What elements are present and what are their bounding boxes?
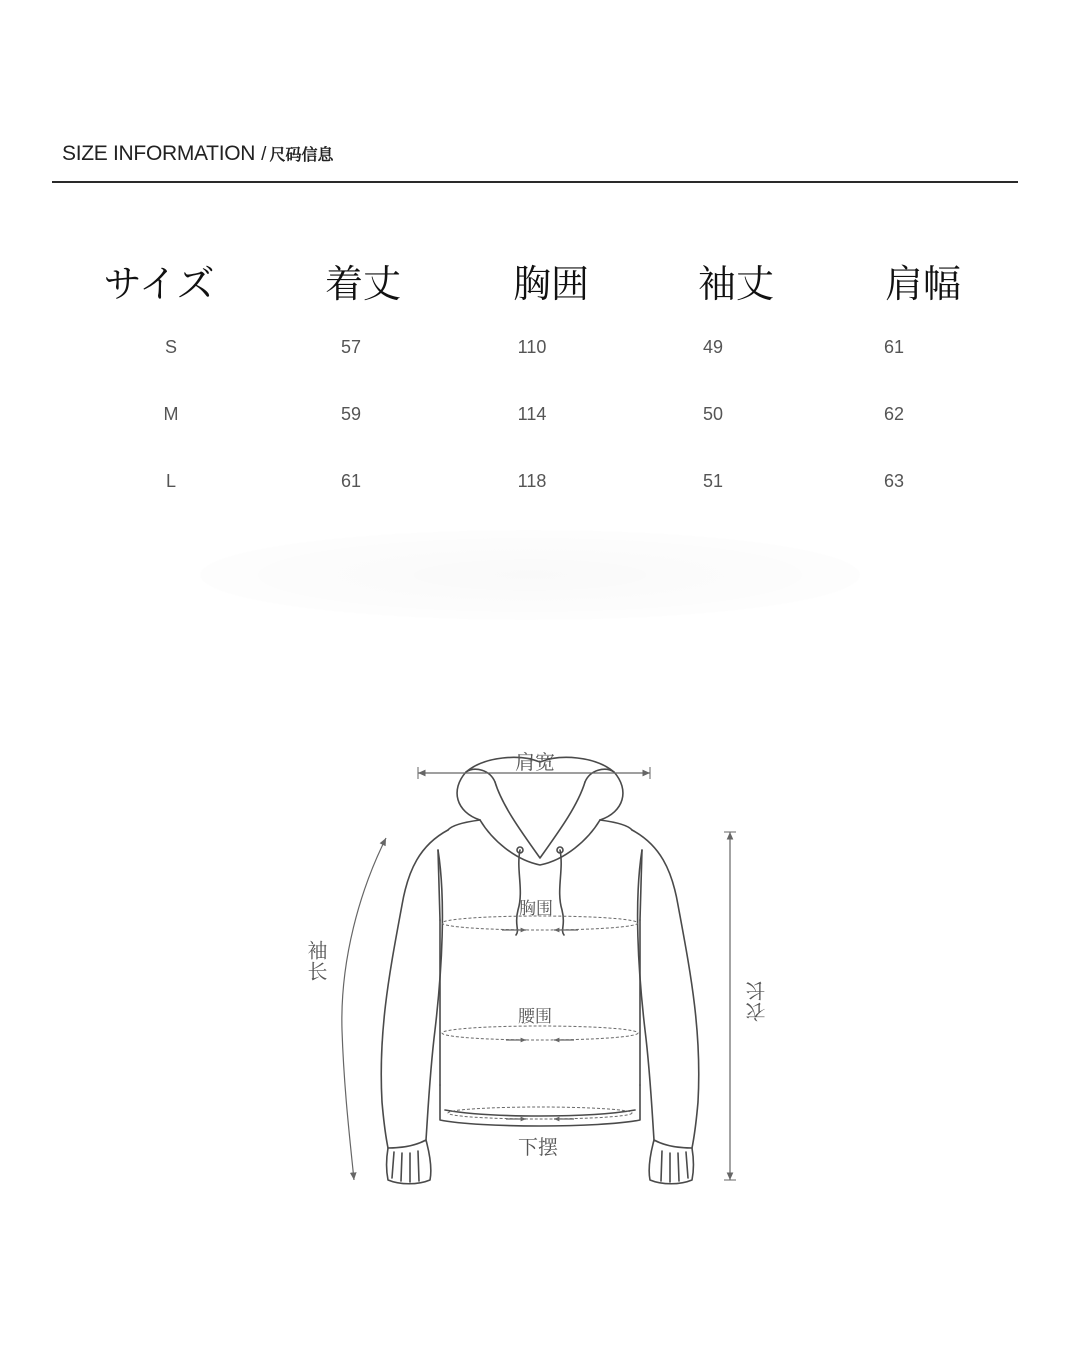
hoodie-measurement-diagram — [280, 730, 800, 1200]
table-cell: S — [164, 337, 178, 357]
hoodie-body — [448, 820, 632, 830]
shoulder-width-label: 肩宽 — [515, 750, 555, 774]
table-cell: 118 — [517, 471, 547, 491]
header-separator: / — [261, 144, 267, 165]
table-cell: 49 — [702, 337, 724, 357]
table-cell: M — [163, 404, 179, 424]
table-cell: 50 — [702, 404, 724, 424]
table-cell: 110 — [517, 337, 547, 357]
column-header-length: 着丈 — [324, 262, 402, 306]
header-title-en: SIZE INFORMATION — [62, 142, 256, 165]
header-title-cn: 尺码信息 — [269, 147, 334, 164]
chest-label: 胸围 — [519, 899, 553, 919]
column-header-chest: 胸囲 — [512, 262, 590, 306]
table-cell: 57 — [340, 337, 362, 357]
body-length-label: 衣长 — [745, 980, 769, 1022]
table-cell: 61 — [340, 471, 362, 491]
table-cell: 51 — [702, 471, 724, 491]
header-divider — [52, 181, 1018, 183]
hoodie-illustration — [280, 730, 800, 1200]
waist-measure-ellipse — [442, 1026, 638, 1040]
table-cell: 114 — [517, 404, 547, 424]
table-cell: 63 — [883, 471, 905, 491]
right-sleeve — [632, 830, 699, 1148]
left-sleeve — [381, 830, 448, 1148]
table-cell: L — [165, 471, 177, 491]
column-header-size: サイズ — [103, 262, 215, 306]
table-cell: 61 — [883, 337, 905, 357]
section-header — [62, 142, 333, 166]
drawstring-right — [560, 850, 564, 935]
sleeve-length-label: 袖长 — [304, 940, 328, 982]
background-haze — [200, 530, 860, 620]
drawstring-left — [516, 850, 520, 935]
column-header-shoulder: 肩幅 — [884, 262, 962, 306]
hem-band — [440, 1085, 640, 1126]
waist-label: 腰围 — [518, 1007, 552, 1027]
sleeve-length-arrow — [342, 838, 386, 1180]
column-header-sleeve: 袖丈 — [697, 262, 775, 306]
table-cell: 59 — [340, 404, 362, 424]
table-cell: 62 — [883, 404, 905, 424]
hem-label: 下摆 — [518, 1135, 558, 1159]
